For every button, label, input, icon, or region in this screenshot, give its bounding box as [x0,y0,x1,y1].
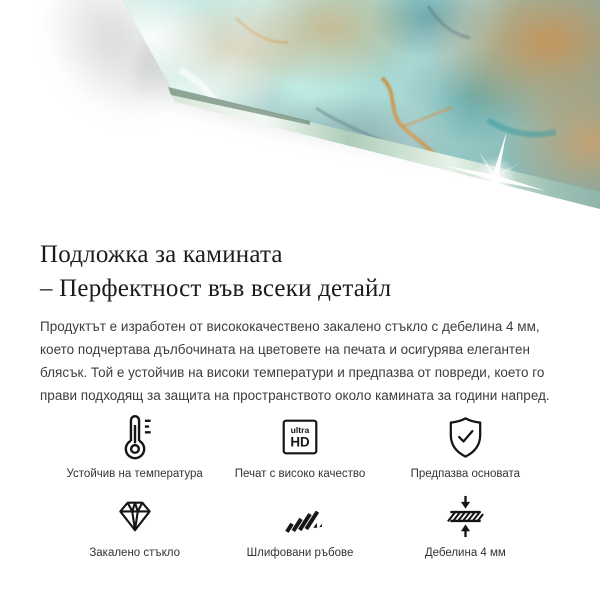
feature-protects-base [383,411,548,480]
ultra-text: ultra [290,425,310,436]
diamond-icon [113,490,157,542]
feature-grid [52,411,548,559]
feature-temperature [52,411,217,480]
product-description-section [0,238,600,559]
product-photo [0,0,600,230]
page-title [40,238,560,306]
sparkle-icon [435,118,555,230]
shield-check-icon [442,411,489,463]
feature-label: Дебелина 4 мм [424,547,506,559]
page-title-line1: Подложка за камината [40,241,283,268]
feature-print-quality [217,411,382,480]
feature-label: Закалено стъкло [89,547,180,559]
thickness-icon [442,490,489,542]
ultra-hd-icon [277,411,323,463]
feature-label: Предпазва основата [410,468,521,480]
feature-thickness [383,490,548,559]
feature-polished-edges [217,490,382,559]
feature-tempered-glass [52,490,217,559]
page-title-line2: – Перфектност във всеки детайл [40,275,392,302]
feature-label: Печат с високо качество [234,468,366,480]
thermometer-icon [110,411,160,463]
feature-label: Шлифовани ръбове [246,547,354,559]
polished-edges-icon [277,490,323,542]
hd-text: HD [290,434,310,450]
feature-label: Устойчив на температура [66,468,203,480]
product-description-text: Продуктът е изработен от висококачествено закалено стъкло с дебелина 4 мм, което подчертава дълбочината на цветовете на печата и осигурява елегантен блясък. Той е устойчив на високи температури и предпазва от повреди, което го прави подходящ за защита на пространството около камината за години напред. [40,319,550,403]
